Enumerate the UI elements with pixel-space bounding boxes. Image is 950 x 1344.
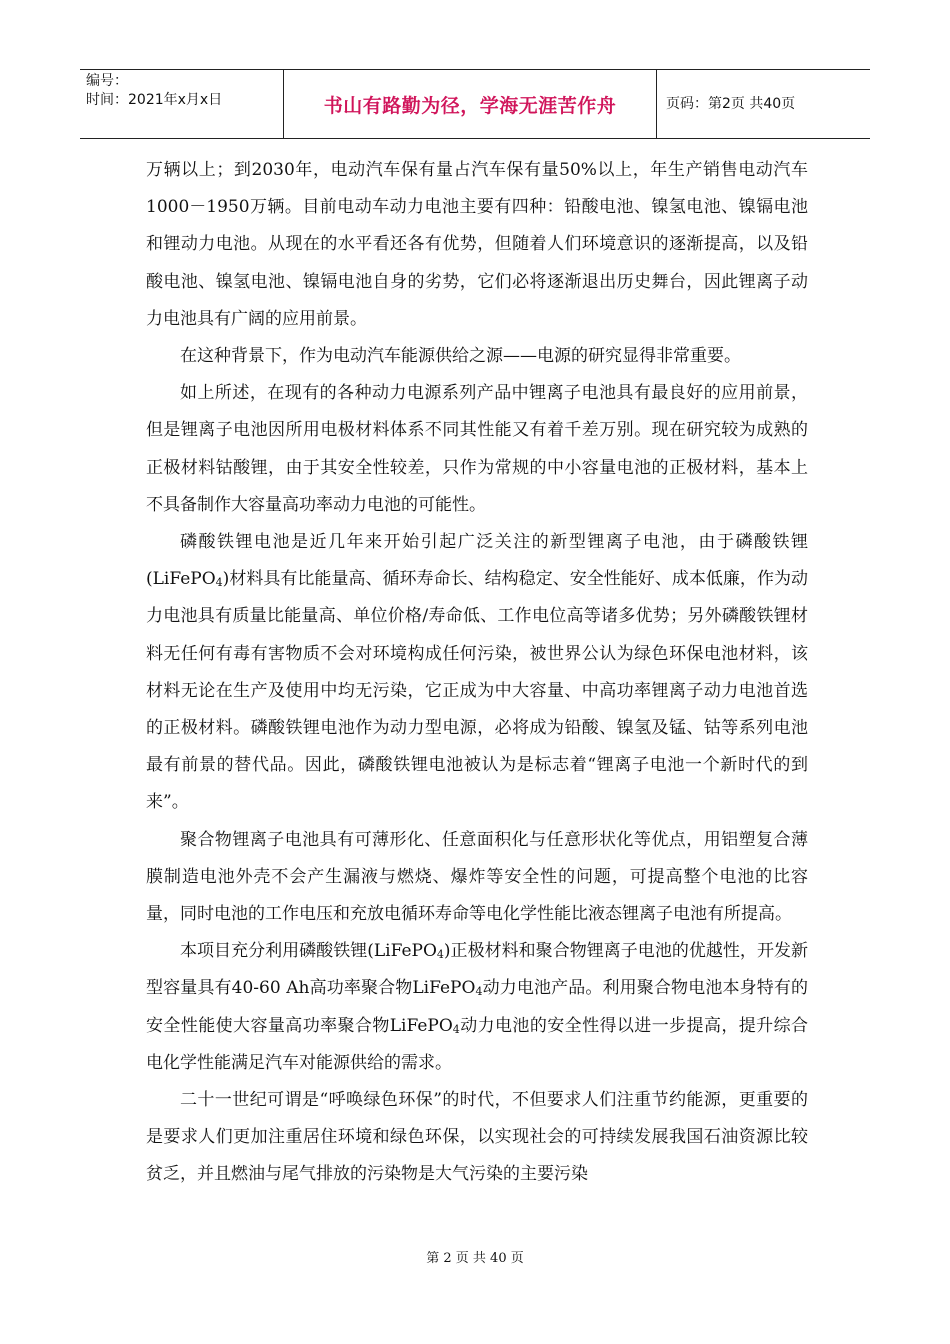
subscript-4: 4 (475, 985, 483, 999)
document-date-label: 时间：2021年x月x日 (86, 92, 223, 108)
paragraph-6-text-b: )正极材料和聚合物锂离子电池的优越性，开发新型容量具有40-60 Ah高功率聚合物LiFePO (146, 941, 808, 999)
document-body (146, 152, 808, 1194)
header-motto: 书山有路勤为径，学海无涯苦作舟 (323, 94, 617, 117)
paragraph-7: 二十一世纪可谓是“呼唤绿色环保”的时代，不但要求人们注重节约能源，更重要的是要求人们更加注重居住环境和绿色环保，以实现社会的可持续发展我国石油资源比较贫乏，并且燃油与尾气排放的污染物是大气污染的主要污染 (146, 1090, 808, 1185)
paragraph-2: 在这种背景下，作为电动汽车能源供给之源——电源的研究显得非常重要。 (180, 346, 741, 367)
header-meta-cell (80, 70, 284, 138)
paragraph-4 (146, 524, 808, 822)
paragraph-4-text-a: 磷酸铁锂电池是近几年来开始引起广泛关注的新型锂离子电池，由于磷酸铁锂(LiFePO (146, 532, 808, 590)
page-header (80, 69, 870, 139)
paragraph-6-text-d: 动力电池的安全性得以进一步提高，提升综合电化学性能满足汽车对能源供给的需求。 (146, 1015, 808, 1073)
header-page-info: 页码：第2页 共40页 (666, 95, 796, 112)
subscript-4: 4 (436, 948, 444, 962)
page-footer: 第 2 页 共 40 页 (426, 1251, 524, 1266)
document-number-label: 编号： (86, 73, 128, 89)
paragraph-5: 聚合物锂离子电池具有可薄形化、任意面积化与任意形状化等优点，用铝塑复合薄膜制造电池外壳不会产生漏液与燃烧、爆炸等安全性的问题，可提高整个电池的比容量，同时电池的工作电压和充放电循环寿命等电化学性能比液态锂离子电池有所提高。 (146, 829, 808, 925)
paragraph-6-text-c: 动力电池产品。利用聚合物电池本身特有的安全性能使大容量高功率聚合物LiFePO (146, 978, 809, 1036)
paragraph-6 (146, 933, 808, 1082)
paragraph-3: 如上所述，在现有的各种动力电源系列产品中锂离子电池具有最良好的应用前景，但是锂离子电池因所用电极材料体系不同其性能又有着千差万别。现在研究较为成熟的正极材料钴酸锂，由于其安全性较差，只作为常规的中小容量电池的正极材料，基本上不具备制作大容量高功率动力电池的可能性。 (146, 383, 808, 515)
subscript-4: 4 (452, 1022, 460, 1036)
paragraph-4-text-b: )材料具有比能量高、循环寿命长、结构稳定、安全性能好、成本低廉，作为动力电池具有质量比能量高、单位价格/寿命低、工作电位高等诸多优势；另外磷酸铁锂材料无任何有毒有害物质不会对环境构成任何污染，被世界公认为绿色环保电池材料，该材料无论在生产及使用中均无污染，它正成为中大容量、中高功率锂离子动力电池首选的正极材料。磷酸铁锂电池作为动力型电源，必将成为铅酸、镍氢及锰、钴等系列电池最有前景的替代品。因此，磷酸铁锂电池被认为是标志着“锂离子电池一个新时代的到来”。 (146, 569, 808, 813)
paragraph-6-text-a: 本项目充分利用磷酸铁锂(LiFePO (180, 941, 437, 962)
subscript-4: 4 (215, 576, 223, 590)
header-motto-cell (284, 70, 657, 138)
paragraph-1: 万辆以上；到2030年，电动汽车保有量占汽车保有量50%以上，年生产销售电动汽车1000－1950万辆。目前电动车动力电池主要有四种：铅酸电池、镍氢电池、镍镉电池和锂动力电池。从现在的水平看还各有优势，但随着人们环境意识的逐渐提高，以及铅酸电池、镍氢电池、镍镉电池自身的劣势，它们必将逐渐退出历史舞台，因此锂离子动力电池具有广阔的应用前景。 (146, 160, 808, 329)
header-page-cell (657, 70, 870, 138)
